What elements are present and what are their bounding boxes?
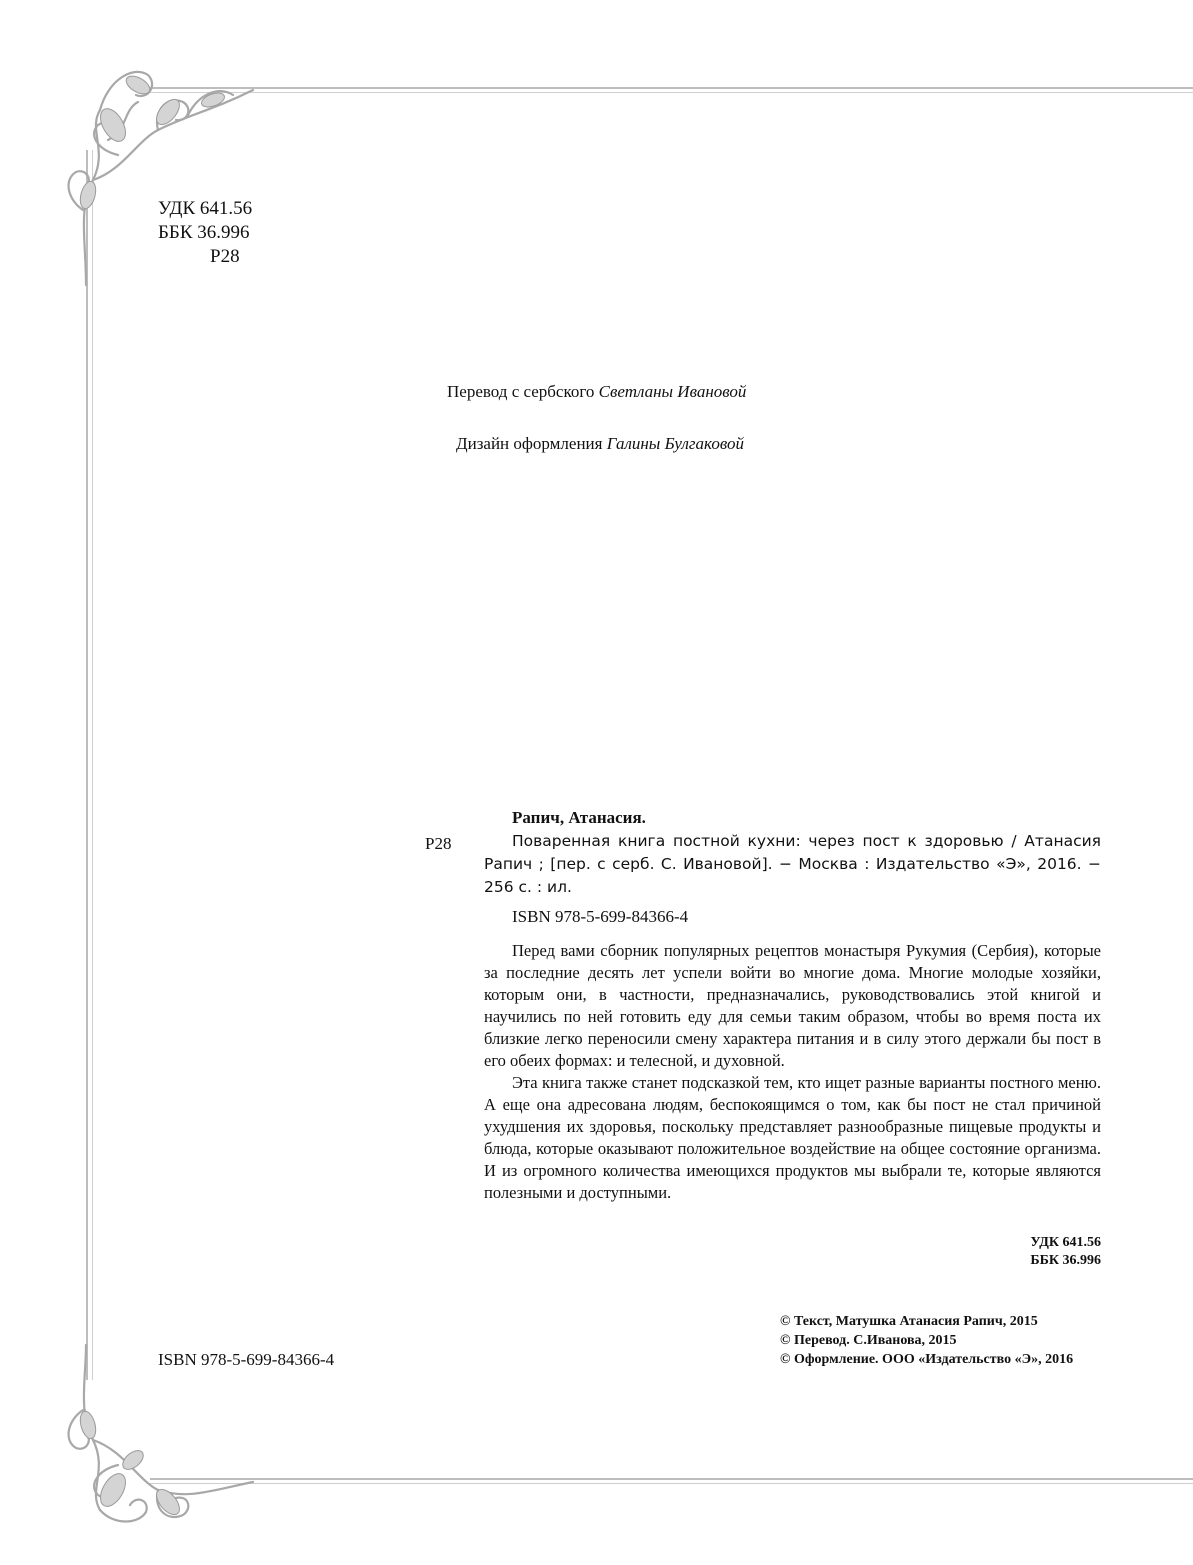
udk-code: УДК 641.56 [158,198,253,219]
frame-bottom-line-inner [150,1483,1193,1484]
annotation-paragraph-1: Перед вами сборник популярных рецептов монастыря Рукумия (Сербия), которые за последние десять лет успели войти во многие дома. Многие молодые хозяйки, которым они, в частности, предназначались, руководствовались этой книгой и научились по ней готовить еду для семьи таким образом, чтобы во время поста их близкие легко переносили смену характера питания и в силу этого держали бы пост в его обеих формах: и телесной, и духовной. [484,941,1101,1070]
frame-bottom-line [150,1478,1193,1480]
catalog-author: Рапич, Атанасия. [512,808,646,827]
copyright-translation: © Перевод. С.Иванова, 2015 [780,1333,957,1348]
designer-name: Галины Булгаковой [606,434,744,453]
annotation [484,940,1101,1204]
catalog-isbn: ISBN 978-5-699-84366-4 [512,907,689,926]
catalog-title: Поваренная книга постной кухни: через пост к здоровью / Атанасия Рапич ; [пер. с серб. С. Ивановой]. − Москва : Издательство «Э», 2016. − 256 с. : ил. [484,832,1101,896]
author-code: Р28 [210,246,240,267]
design-prefix: Дизайн оформления [456,434,607,453]
isbn-main: ISBN 978-5-699-84366-4 [158,1350,335,1369]
translation-prefix: Перевод с сербского [447,382,599,401]
frame-top-line [150,87,1193,89]
copyright-design: © Оформление. ООО «Издательство «Э», 2016 [780,1352,1074,1367]
frame-left-line-inner [92,150,93,1380]
catalog-code: Р28 [425,834,452,853]
design-credit [456,433,744,455]
frame-left-line [86,150,88,1380]
footer-udk: УДК 641.56 [1030,1235,1101,1250]
bbk-code: ББК 36.996 [158,222,250,243]
copyright-text: © Текст, Матушка Атанасия Рапич, 2015 [780,1314,1038,1329]
translator-name: Светланы Ивановой [598,382,747,401]
translation-credit [447,381,746,403]
frame-top-line-inner [150,92,1193,93]
footer-bbk: ББК 36.996 [1030,1253,1101,1268]
annotation-paragraph-2: Эта книга также станет подсказкой тем, кто ищет разные варианты постного меню. А еще она адресована людям, беспокоящимся о том, как бы пост не стал причиной ухудшения их здоровья, поскольку представляет разнообразные пищевые продукты и блюда, которые оказывают положительное воздействие на общее состояние организма. И из огромного количества имеющихся продуктов мы выбрали те, которые являются полезными и доступными. [484,1073,1101,1202]
